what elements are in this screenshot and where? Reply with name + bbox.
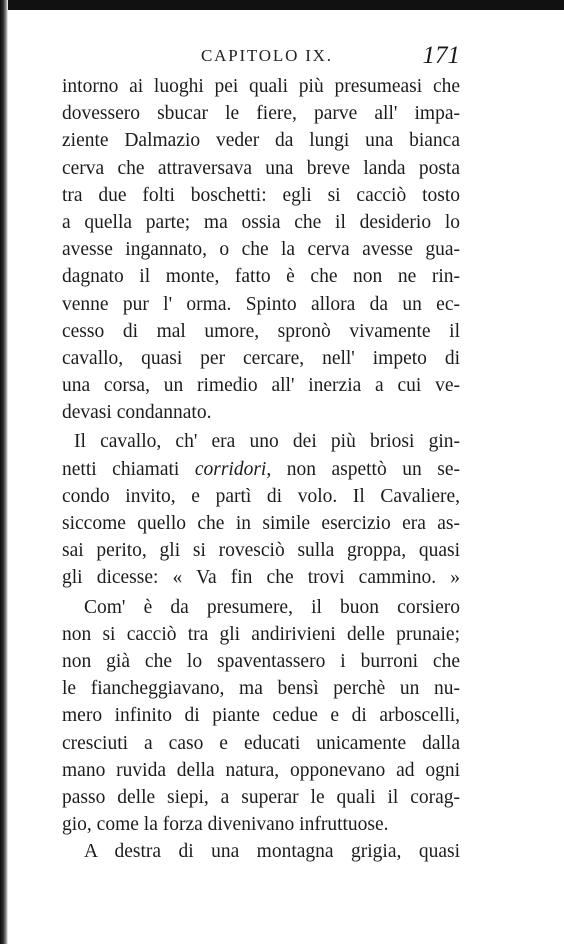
text-line: gio, come la forza divenivano infruttuose. <box>62 814 389 836</box>
text-line: mano ruvida della natura, opponevano ad ogni <box>62 759 460 781</box>
text-line: condo invito, e partì di volo. Il Cavaliere, <box>62 485 460 507</box>
text-line: non già che lo spaventassero i burroni che <box>62 650 460 672</box>
chapter-heading: CAPITOLO IX. <box>201 46 333 65</box>
text-line: passo delle siepi, a superar le quali il corag- <box>62 786 460 808</box>
text-line: mero infinito di piante cedue e di arboscelli, <box>62 705 460 727</box>
text-line: sai perito, gli si rovesciò sulla groppa, quasi <box>62 540 460 562</box>
text-line: dagnato il monte, fatto è che non ne rin- <box>62 266 460 288</box>
text-line: a quella parte; ma ossia che il desiderio lo <box>62 211 460 233</box>
text-segment: netti chiamati <box>62 458 195 480</box>
text-line: A destra di una montagna grigia, quasi <box>84 841 460 863</box>
text-line: cavallo, quasi per cercare, nell' impeto di <box>62 347 460 369</box>
text-line: Com' è da presumere, il buon corsiero <box>84 596 460 618</box>
paragraph-4 <box>62 838 460 865</box>
page-number: 171 <box>422 42 460 69</box>
text-line: venne pur l' orma. Spinto allora da un ec- <box>62 293 460 315</box>
text-line: cerva che attraversava una breve landa posta <box>62 157 460 179</box>
text-line <box>62 456 460 483</box>
text-line: ziente Dalmazio veder da lungi una bianca <box>62 130 460 152</box>
text-line: devasi condannato. <box>62 402 212 424</box>
text-line: tra due folti boschetti: egli si cacciò tosto <box>62 184 460 206</box>
text-line: gli dicesse: « Va fin che trovi cammino. » <box>62 567 460 589</box>
text-line: Il cavallo, ch' era uno dei più briosi gin- <box>74 431 460 453</box>
body-text <box>62 73 460 865</box>
text-line: le fiancheggiavano, ma bensì perchè un nu- <box>62 678 460 700</box>
text-line: cresciuti a caso e educati unicamente dalla <box>62 732 460 754</box>
text-segment: , non aspettò un se- <box>266 458 460 480</box>
italic-term: corridori <box>194 458 267 480</box>
paragraph-3 <box>62 594 460 839</box>
paragraph-1 <box>62 73 460 426</box>
text-line: dovessero sbucar le fiere, parve all' impa- <box>62 103 460 125</box>
text-line: avesse ingannato, o che la cerva avesse gua- <box>62 239 460 261</box>
paragraph-2 <box>62 428 460 591</box>
text-line: cesso di mal umore, spronò vivamente il <box>62 320 460 342</box>
text-line: non si cacciò tra gli andirivieni delle prunaie; <box>62 623 460 645</box>
text-line: una corsa, un rimedio all' inerzia a cui ve- <box>62 375 460 397</box>
text-line: siccome quello che in simile esercizio era as- <box>62 513 460 534</box>
running-head <box>60 44 460 68</box>
text-line: intorno ai luoghi pei quali più presumeasi che <box>62 76 460 97</box>
